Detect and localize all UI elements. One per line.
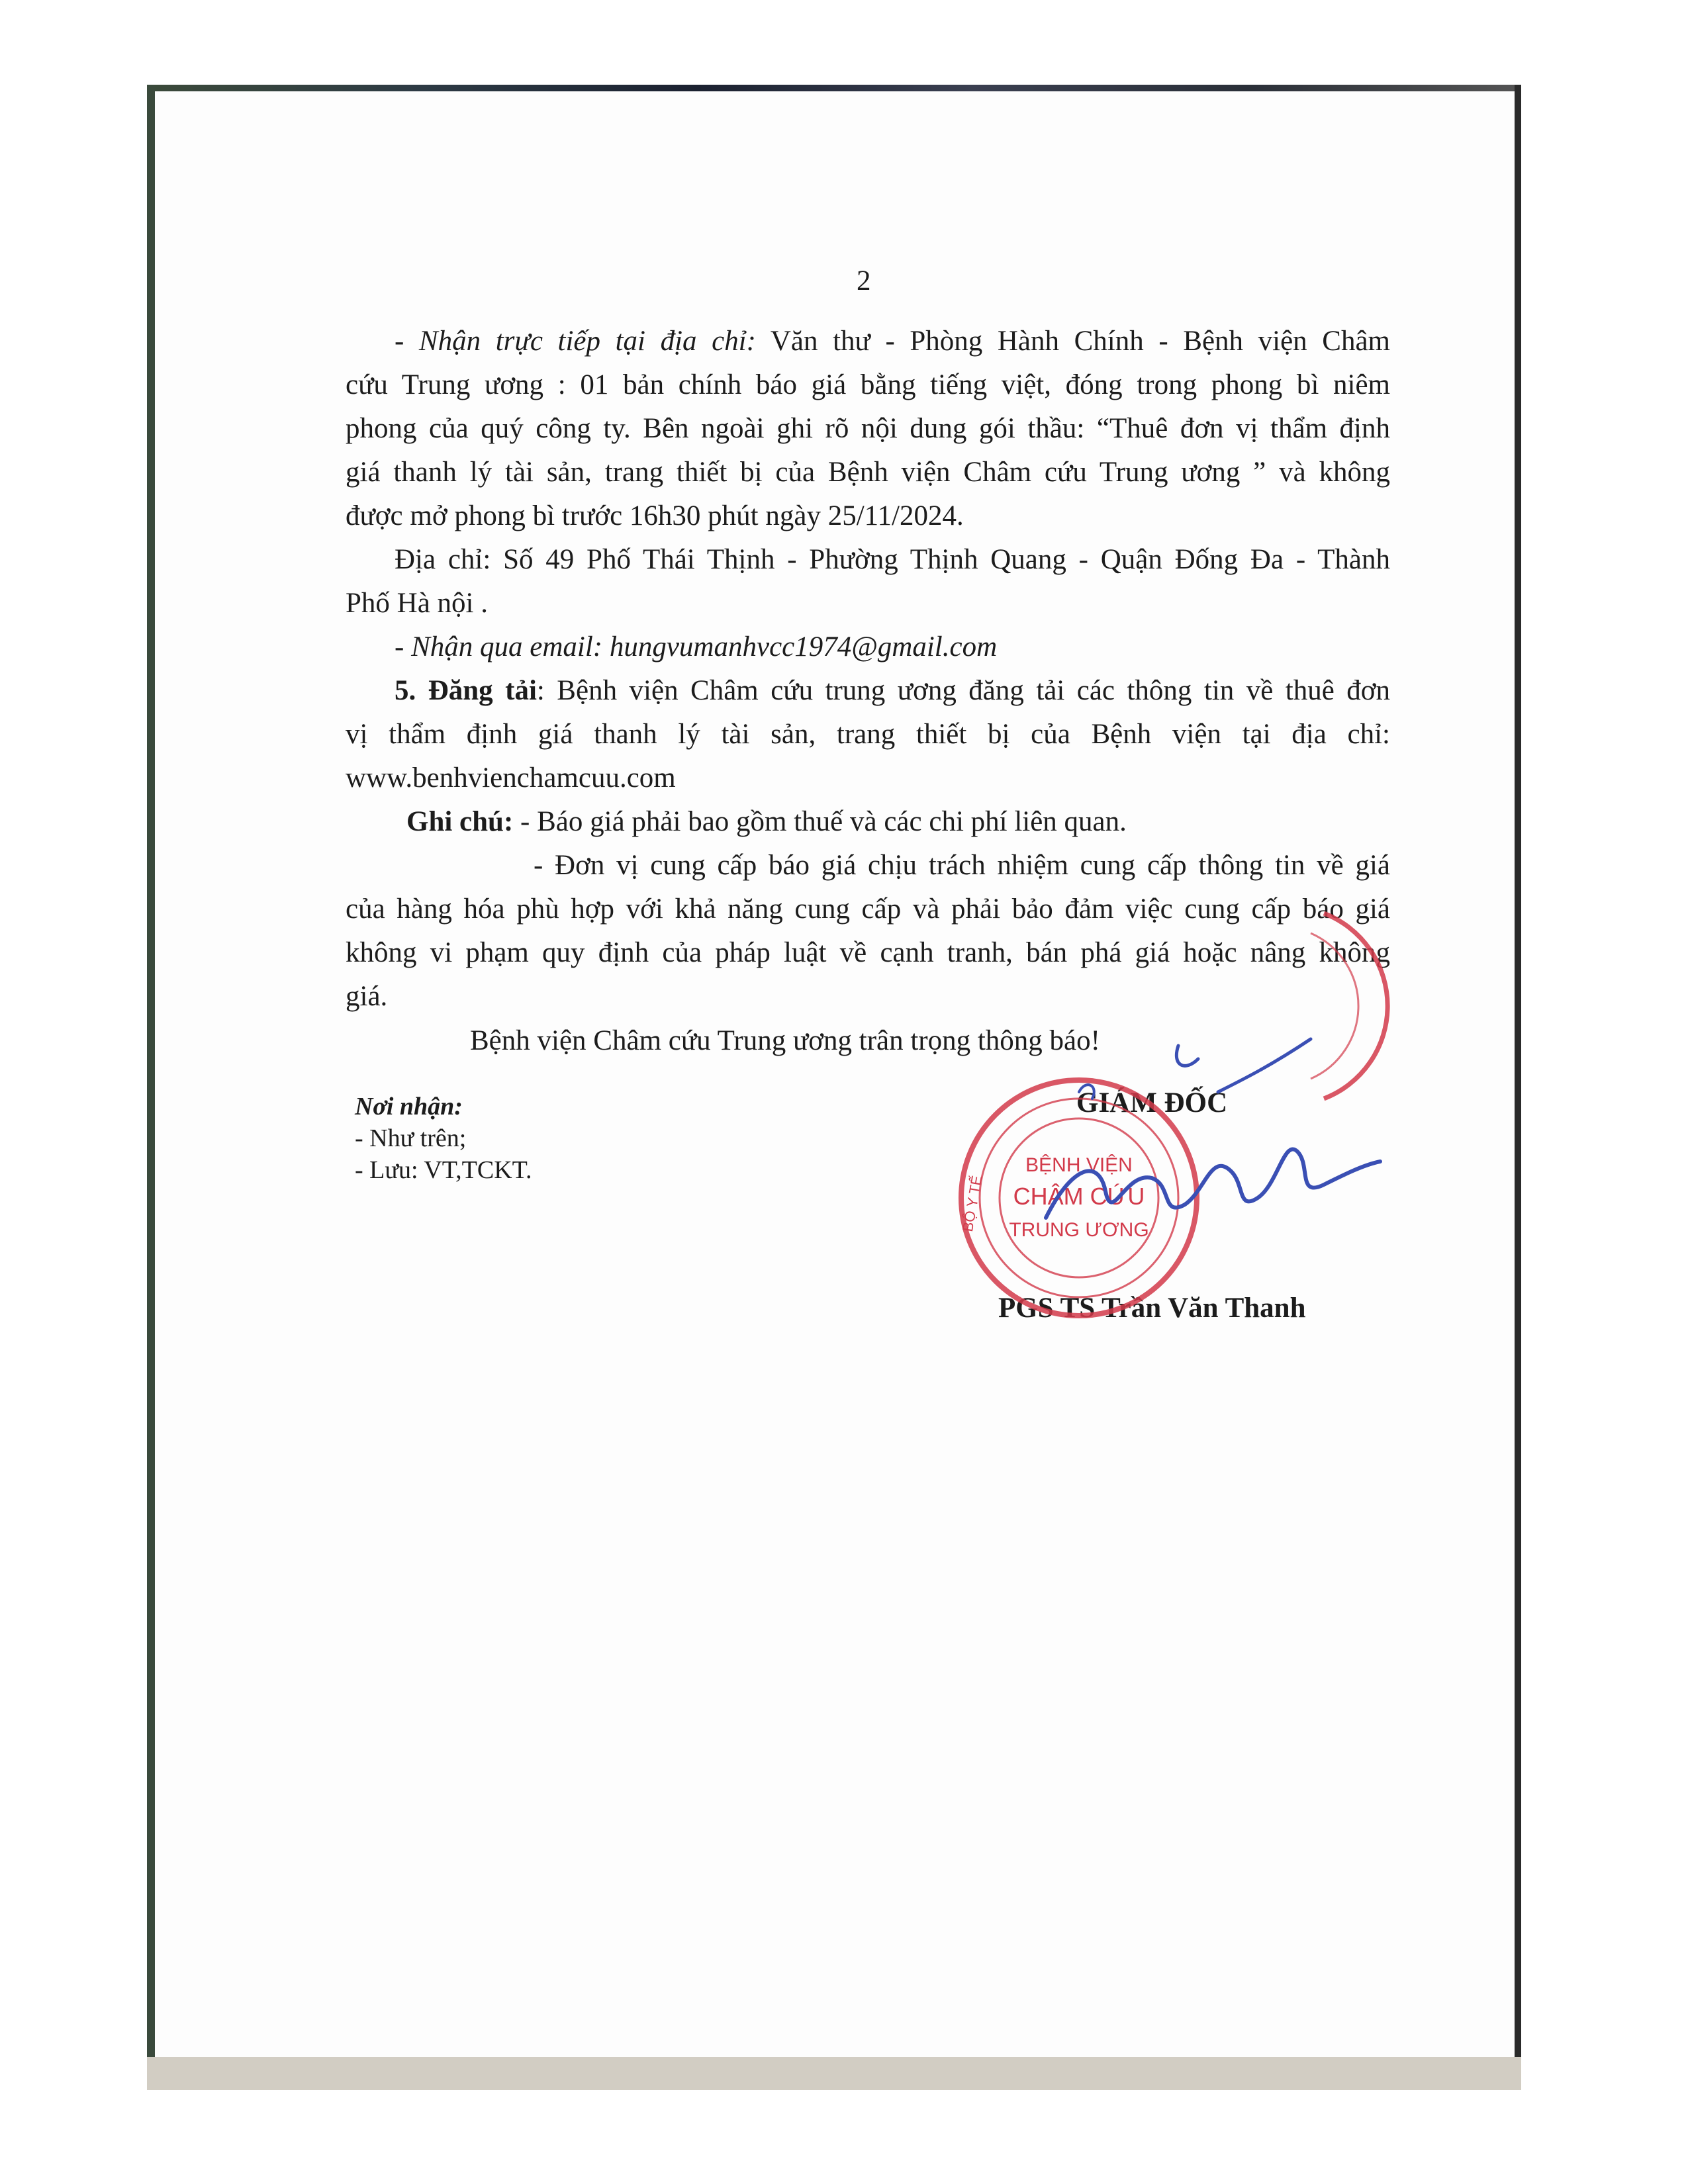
para1-line4: giá thanh lý tài sản, trang thiết bị của Bệnh viện Châm cứu Trung ương ” và không [346, 457, 1390, 488]
address-line1: Địa chỉ: Số 49 Phố Thái Thịnh - Phường Thịnh Quang - Quận Đống Đa - Thành [395, 544, 1390, 575]
closing-line: Bệnh viện Châm cứu Trung ương trân trọng thông báo! [470, 1025, 1100, 1056]
section5-line1: 5. Đăng tải: Bệnh viện Châm cứu trung ương đăng tải các thông tin về thuê đơn [395, 675, 1390, 706]
svg-text:TRUNG ƯƠNG: TRUNG ƯƠNG [1009, 1219, 1149, 1241]
svg-text:CHÂM CỨU: CHÂM CỨU [1013, 1183, 1145, 1210]
recipients-title: Nơi nhận: [355, 1093, 463, 1120]
para1-line1: - Nhận trực tiếp tại địa chỉ: Văn thư - Phòng Hành Chính - Bệnh viện Châm [395, 326, 1390, 357]
handwritten-signature [1019, 1019, 1390, 1297]
note-line1: Ghi chú: - Báo giá phải bao gồm thuế và các chi phí liên quan. [406, 806, 1127, 837]
signer-name: PGS TS Trần Văn Thanh [998, 1293, 1306, 1324]
signer-role: GIÁM ĐỐC [1076, 1087, 1228, 1118]
para1-line5: được mở phong bì trước 16h30 phút ngày 25/11/2024. [346, 500, 964, 531]
background-edge-top [147, 85, 1521, 91]
note-item2-line2: của hàng hóa phù hợp với khả năng cung cấp và phải bảo đảm việc cung cấp báo giá [346, 893, 1390, 925]
recipient-item: - Như trên; [355, 1124, 467, 1152]
background-edge-left [147, 85, 155, 2090]
address-line2: Phố Hà nội . [346, 588, 488, 619]
svg-text:BỘ Y TẾ: BỘ Y TẾ [959, 1174, 986, 1234]
recipient-item: - Lưu: VT,TCKT. [355, 1156, 532, 1184]
website-url: www.benhvienchamcuu.com [346, 762, 676, 794]
section5-line2: vị thẩm định giá thanh lý tài sản, trang thiết bị của Bệnh viện tại địa chỉ: [346, 719, 1390, 750]
email-line: - Nhận qua email: hungvumanhvcc1974@gmail.com [395, 631, 998, 662]
svg-text:BỆNH VIỆN: BỆNH VIỆN [1025, 1154, 1133, 1176]
note-item2-line4: giá. [346, 981, 388, 1012]
page-number: 2 [857, 265, 871, 296]
note-item2-line3: không vi phạm quy định của pháp luật về cạnh tranh, bán phá giá hoặc nâng không [346, 937, 1390, 968]
para1-line2: cứu Trung ương : 01 bản chính báo giá bằng tiếng việt, đóng trong phong bì niêm [346, 369, 1390, 400]
para1-line3: phong của quý công ty. Bên ngoài ghi rõ nội dung gói thầu: “Thuê đơn vị thẩm định [346, 413, 1390, 444]
background-edge-right [1515, 85, 1521, 2090]
background-edge-bottom [147, 2057, 1521, 2090]
note-item2-line1: - Đơn vị cung cấp báo giá chịu trách nhiệm cung cấp thông tin về giá [534, 850, 1390, 881]
